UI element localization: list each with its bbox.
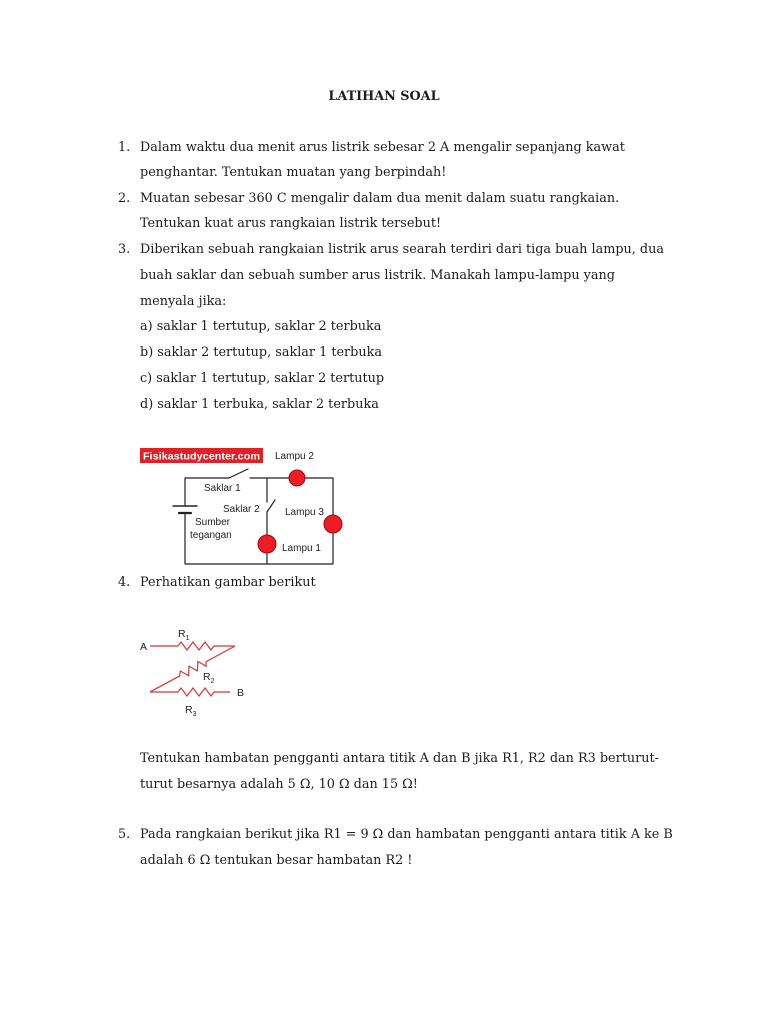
r1-symbol: R: [178, 628, 186, 640]
question-4-followup-line-1: Tentukan hambatan pengganti antara titik A dan B jika R1, R2 dan R3 berturut-: [140, 751, 659, 766]
question-4-line-1: Perhatikan gambar berikut: [140, 575, 316, 590]
question-1-line-2: penghantar. Tentukan muatan yang berpindah!: [140, 165, 447, 180]
r3-subscript: 3: [192, 711, 197, 718]
question-4-followup-line-2: turut besarnya adalah 5 Ω, 10 Ω dan 15 Ω!: [140, 777, 418, 792]
resistor-diagram: [135, 620, 265, 720]
circuit-diagram: [140, 446, 350, 570]
lamp-2-label: Lampu 2: [275, 451, 314, 462]
resistor-r3-branch: [150, 688, 230, 696]
source-label-line-1: Sumber: [195, 517, 231, 528]
switch-2-label: Saklar 2: [223, 504, 260, 515]
question-3-line-3: menyala jika:: [140, 294, 227, 309]
switch-1-label: Saklar 1: [204, 483, 241, 494]
lamp-1-label: Lampu 1: [282, 543, 321, 554]
point-a-label: A: [140, 641, 148, 653]
r3-label: [185, 704, 197, 718]
resistor-r1-branch: [150, 642, 235, 650]
lamp-3-bulb: [324, 515, 342, 533]
resistor-r2-branch: [148, 642, 237, 695]
watermark-text: Fisikastudycenter.com: [143, 450, 260, 463]
question-5-line-1: Pada rangkaian berikut jika R1 = 9 Ω dan hambatan pengganti antara titik A ke B: [140, 827, 673, 842]
lamp-2-bulb: [289, 470, 305, 486]
lamp-3-label: Lampu 3: [285, 507, 324, 518]
question-3-line-1: Diberikan sebuah rangkaian listrik arus searah terdiri dari tiga buah lampu, dua: [140, 242, 664, 257]
r1-label: [178, 628, 190, 642]
r2-subscript: 2: [210, 678, 215, 685]
question-3-option-a: a) saklar 1 tertutup, saklar 2 terbuka: [140, 319, 382, 334]
question-5-line-2: adalah 6 Ω tentukan besar hambatan R2 !: [140, 853, 413, 868]
page-title: LATIHAN SOAL: [328, 89, 440, 104]
lamp-1-bulb: [258, 535, 276, 553]
r2-label: [203, 671, 215, 685]
question-3-number: 3.: [118, 242, 131, 257]
point-b-label: B: [237, 687, 245, 699]
question-2-line-1: Muatan sebesar 360 C mengalir dalam dua menit dalam suatu rangkaian.: [140, 191, 620, 206]
question-1-line-1: Dalam waktu dua menit arus listrik sebesar 2 A mengalir sepanjang kawat: [140, 140, 625, 155]
switch-1-arm: [229, 469, 248, 478]
question-2-number: 2.: [118, 191, 131, 206]
question-1-number: 1.: [118, 140, 131, 155]
question-2-line-2: Tentukan kuat arus rangkaian listrik tersebut!: [140, 216, 442, 231]
r3-symbol: R: [185, 704, 193, 716]
question-5-number: 5.: [118, 827, 131, 842]
question-3-option-c: c) saklar 1 tertutup, saklar 2 tertutup: [140, 371, 385, 386]
question-3-option-b: b) saklar 2 tertutup, saklar 1 terbuka: [140, 345, 382, 360]
r2-symbol: R: [203, 671, 211, 683]
question-4-number: 4.: [118, 575, 131, 590]
source-label-line-2: tegangan: [190, 530, 232, 541]
question-3-option-d: d) saklar 1 terbuka, saklar 2 terbuka: [140, 397, 379, 412]
switch-2-arm: [267, 500, 275, 512]
question-3-line-2: buah saklar dan sebuah sumber arus listrik. Manakah lampu-lampu yang: [140, 268, 615, 283]
r1-subscript: 1: [185, 635, 190, 642]
